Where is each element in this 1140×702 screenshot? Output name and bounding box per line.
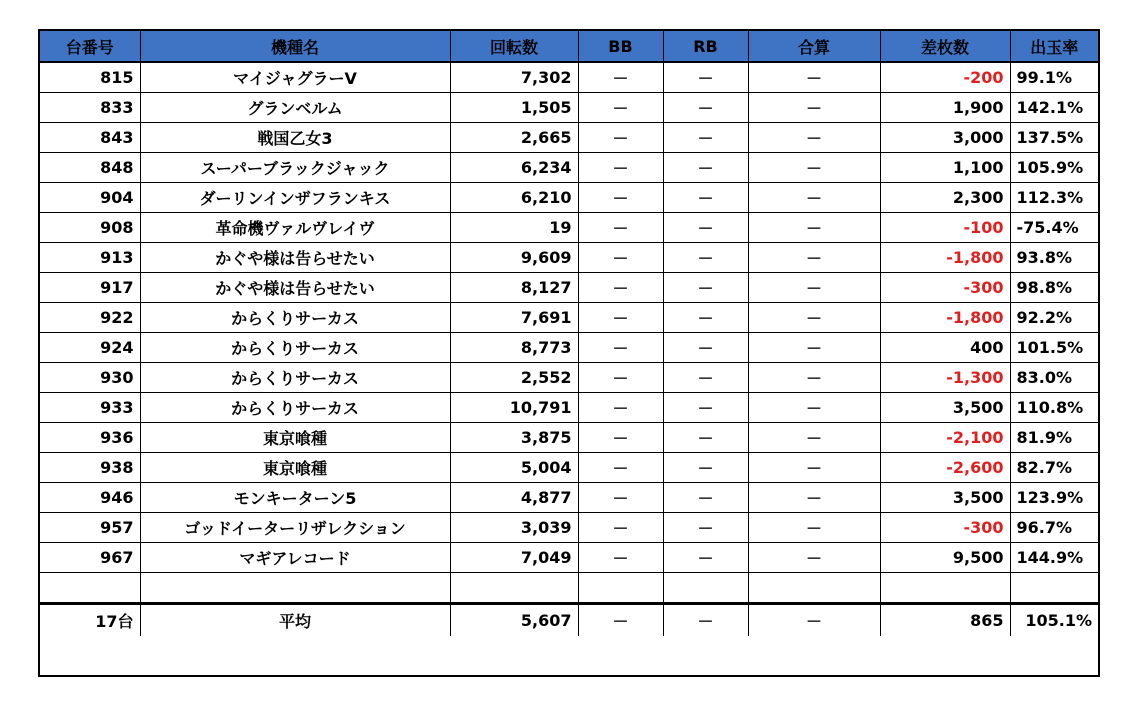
- cell-payout-rate: 101.5%: [1010, 332, 1098, 362]
- cell-payout-rate: 96.7%: [1010, 512, 1098, 542]
- cell-combined: －: [748, 542, 880, 572]
- cell-payout-rate: 110.8%: [1010, 392, 1098, 422]
- cell-bb: －: [578, 542, 663, 572]
- cell-combined: －: [748, 152, 880, 182]
- cell-spins: 6,210: [450, 182, 578, 212]
- cell-machine-name: グランベルム: [140, 92, 450, 122]
- cell-medal-difference: 3,000: [880, 122, 1010, 152]
- cell-machine-number: 848: [40, 152, 140, 182]
- header-machine-number: 台番号: [40, 31, 140, 62]
- table-row: [40, 152, 1098, 182]
- cell-machine-number: 933: [40, 392, 140, 422]
- cell-medal-difference: -300: [880, 512, 1010, 542]
- cell-spins: 3,039: [450, 512, 578, 542]
- table-row: [40, 62, 1098, 92]
- cell-medal-difference: -2,100: [880, 422, 1010, 452]
- cell-rb: －: [663, 62, 748, 92]
- cell-machine-name: マギアレコード: [140, 542, 450, 572]
- cell-bb: －: [578, 512, 663, 542]
- cell-spins: 8,127: [450, 272, 578, 302]
- cell-medal-difference: -300: [880, 272, 1010, 302]
- cell-medal-difference: 9,500: [880, 542, 1010, 572]
- cell-machine-number: 938: [40, 452, 140, 482]
- header-rb: RB: [663, 31, 748, 62]
- cell-combined: －: [748, 392, 880, 422]
- total-bb: －: [578, 603, 663, 636]
- cell-medal-difference: 3,500: [880, 392, 1010, 422]
- table-row: [40, 482, 1098, 512]
- cell-machine-number: 908: [40, 212, 140, 242]
- cell-bb: －: [578, 92, 663, 122]
- cell-spins: 19: [450, 212, 578, 242]
- table-row: [40, 392, 1098, 422]
- table-row: [40, 122, 1098, 152]
- header-machine-name: 機種名: [140, 31, 450, 62]
- table-body: [40, 62, 1098, 572]
- cell-bb: －: [578, 452, 663, 482]
- cell-machine-number: 957: [40, 512, 140, 542]
- cell-payout-rate: 105.9%: [1010, 152, 1098, 182]
- header-bb: BB: [578, 31, 663, 62]
- cell-bb: －: [578, 302, 663, 332]
- cell-rb: －: [663, 332, 748, 362]
- cell-rb: －: [663, 272, 748, 302]
- cell-bb: －: [578, 212, 663, 242]
- table-row: [40, 92, 1098, 122]
- cell-combined: －: [748, 362, 880, 392]
- cell-machine-number: 815: [40, 62, 140, 92]
- slot-results-table-frame: [38, 29, 1100, 677]
- cell-combined: －: [748, 302, 880, 332]
- header-row: [40, 31, 1098, 62]
- cell-rb: －: [663, 302, 748, 332]
- total-label: 平均: [140, 603, 450, 636]
- cell-machine-number: 924: [40, 332, 140, 362]
- cell-medal-difference: -2,600: [880, 452, 1010, 482]
- cell-machine-number: 946: [40, 482, 140, 512]
- cell-bb: －: [578, 422, 663, 452]
- cell-combined: －: [748, 242, 880, 272]
- cell-spins: 6,234: [450, 152, 578, 182]
- blank-cell: [1010, 572, 1098, 603]
- blank-cell: [663, 572, 748, 603]
- cell-machine-number: 967: [40, 542, 140, 572]
- table-row: [40, 212, 1098, 242]
- slot-results-table: [40, 31, 1098, 636]
- table-row: [40, 362, 1098, 392]
- cell-medal-difference: -1,800: [880, 302, 1010, 332]
- table-row: [40, 242, 1098, 272]
- cell-combined: －: [748, 182, 880, 212]
- cell-payout-rate: 81.9%: [1010, 422, 1098, 452]
- cell-payout-rate: 144.9%: [1010, 542, 1098, 572]
- blank-row: [40, 572, 1098, 603]
- cell-spins: 10,791: [450, 392, 578, 422]
- cell-bb: －: [578, 122, 663, 152]
- cell-machine-name: 革命機ヴァルヴレイヴ: [140, 212, 450, 242]
- cell-rb: －: [663, 422, 748, 452]
- cell-rb: －: [663, 512, 748, 542]
- cell-combined: －: [748, 452, 880, 482]
- cell-rb: －: [663, 182, 748, 212]
- cell-medal-difference: -1,300: [880, 362, 1010, 392]
- cell-machine-name: ゴッドイーターリザレクション: [140, 512, 450, 542]
- cell-rb: －: [663, 452, 748, 482]
- cell-machine-number: 904: [40, 182, 140, 212]
- cell-rb: －: [663, 92, 748, 122]
- cell-combined: －: [748, 62, 880, 92]
- table-row: [40, 332, 1098, 362]
- cell-bb: －: [578, 242, 663, 272]
- cell-combined: －: [748, 92, 880, 122]
- cell-payout-rate: 112.3%: [1010, 182, 1098, 212]
- table-row: [40, 512, 1098, 542]
- cell-spins: 2,552: [450, 362, 578, 392]
- cell-machine-name: 戦国乙女3: [140, 122, 450, 152]
- cell-payout-rate: 92.2%: [1010, 302, 1098, 332]
- cell-payout-rate: 137.5%: [1010, 122, 1098, 152]
- cell-bb: －: [578, 332, 663, 362]
- table-row: [40, 272, 1098, 302]
- header-medal-difference: 差枚数: [880, 31, 1010, 62]
- cell-spins: 7,049: [450, 542, 578, 572]
- blank-cell: [140, 572, 450, 603]
- cell-machine-number: 922: [40, 302, 140, 332]
- cell-bb: －: [578, 362, 663, 392]
- cell-machine-number: 930: [40, 362, 140, 392]
- cell-machine-number: 917: [40, 272, 140, 302]
- cell-payout-rate: 82.7%: [1010, 452, 1098, 482]
- cell-combined: －: [748, 512, 880, 542]
- cell-rb: －: [663, 242, 748, 272]
- total-row: [40, 603, 1098, 636]
- cell-machine-name: からくりサーカス: [140, 392, 450, 422]
- cell-medal-difference: -200: [880, 62, 1010, 92]
- cell-machine-name: からくりサーカス: [140, 302, 450, 332]
- cell-medal-difference: 1,900: [880, 92, 1010, 122]
- total-machine-count: 17台: [40, 603, 140, 636]
- cell-payout-rate: 83.0%: [1010, 362, 1098, 392]
- cell-machine-name: 東京喰種: [140, 422, 450, 452]
- cell-machine-number: 936: [40, 422, 140, 452]
- cell-spins: 1,505: [450, 92, 578, 122]
- header-combined: 合算: [748, 31, 880, 62]
- cell-medal-difference: 400: [880, 332, 1010, 362]
- cell-combined: －: [748, 422, 880, 452]
- cell-machine-name: からくりサーカス: [140, 362, 450, 392]
- cell-combined: －: [748, 122, 880, 152]
- cell-spins: 9,609: [450, 242, 578, 272]
- cell-bb: －: [578, 482, 663, 512]
- total-rb: －: [663, 603, 748, 636]
- cell-medal-difference: -100: [880, 212, 1010, 242]
- header-payout-rate: 出玉率: [1010, 31, 1098, 62]
- cell-spins: 3,875: [450, 422, 578, 452]
- cell-combined: －: [748, 212, 880, 242]
- cell-machine-name: ダーリンインザフランキス: [140, 182, 450, 212]
- cell-payout-rate: 99.1%: [1010, 62, 1098, 92]
- cell-machine-name: かぐや様は告らせたい: [140, 242, 450, 272]
- cell-medal-difference: 1,100: [880, 152, 1010, 182]
- blank-cell: [578, 572, 663, 603]
- cell-payout-rate: 142.1%: [1010, 92, 1098, 122]
- total-spins: 5,607: [450, 603, 578, 636]
- cell-machine-number: 833: [40, 92, 140, 122]
- cell-machine-name: からくりサーカス: [140, 332, 450, 362]
- cell-bb: －: [578, 182, 663, 212]
- cell-medal-difference: 2,300: [880, 182, 1010, 212]
- cell-spins: 5,004: [450, 452, 578, 482]
- cell-rb: －: [663, 362, 748, 392]
- cell-machine-name: スーパーブラックジャック: [140, 152, 450, 182]
- cell-payout-rate: 93.8%: [1010, 242, 1098, 272]
- cell-spins: 7,302: [450, 62, 578, 92]
- cell-machine-name: 東京喰種: [140, 452, 450, 482]
- cell-medal-difference: -1,800: [880, 242, 1010, 272]
- table-row: [40, 302, 1098, 332]
- cell-machine-name: マイジャグラーV: [140, 62, 450, 92]
- total-medal-difference: 865: [880, 603, 1010, 636]
- cell-rb: －: [663, 482, 748, 512]
- cell-combined: －: [748, 332, 880, 362]
- cell-bb: －: [578, 62, 663, 92]
- blank-cell: [880, 572, 1010, 603]
- table-row: [40, 452, 1098, 482]
- cell-machine-number: 843: [40, 122, 140, 152]
- cell-rb: －: [663, 392, 748, 422]
- blank-cell: [450, 572, 578, 603]
- table-row: [40, 422, 1098, 452]
- header-spins: 回転数: [450, 31, 578, 62]
- cell-combined: －: [748, 482, 880, 512]
- total-payout-rate: 105.1%: [1010, 603, 1098, 636]
- cell-machine-name: かぐや様は告らせたい: [140, 272, 450, 302]
- cell-machine-number: 913: [40, 242, 140, 272]
- cell-spins: 7,691: [450, 302, 578, 332]
- cell-spins: 8,773: [450, 332, 578, 362]
- table-row: [40, 182, 1098, 212]
- cell-combined: －: [748, 272, 880, 302]
- blank-cell: [40, 572, 140, 603]
- cell-rb: －: [663, 542, 748, 572]
- cell-spins: 4,877: [450, 482, 578, 512]
- cell-payout-rate: -75.4%: [1010, 212, 1098, 242]
- cell-bb: －: [578, 152, 663, 182]
- cell-machine-name: モンキーターン5: [140, 482, 450, 512]
- cell-bb: －: [578, 272, 663, 302]
- cell-rb: －: [663, 212, 748, 242]
- table-row: [40, 542, 1098, 572]
- cell-bb: －: [578, 392, 663, 422]
- cell-rb: －: [663, 122, 748, 152]
- blank-cell: [748, 572, 880, 603]
- total-combined: －: [748, 603, 880, 636]
- cell-payout-rate: 123.9%: [1010, 482, 1098, 512]
- cell-payout-rate: 98.8%: [1010, 272, 1098, 302]
- cell-spins: 2,665: [450, 122, 578, 152]
- cell-medal-difference: 3,500: [880, 482, 1010, 512]
- cell-rb: －: [663, 152, 748, 182]
